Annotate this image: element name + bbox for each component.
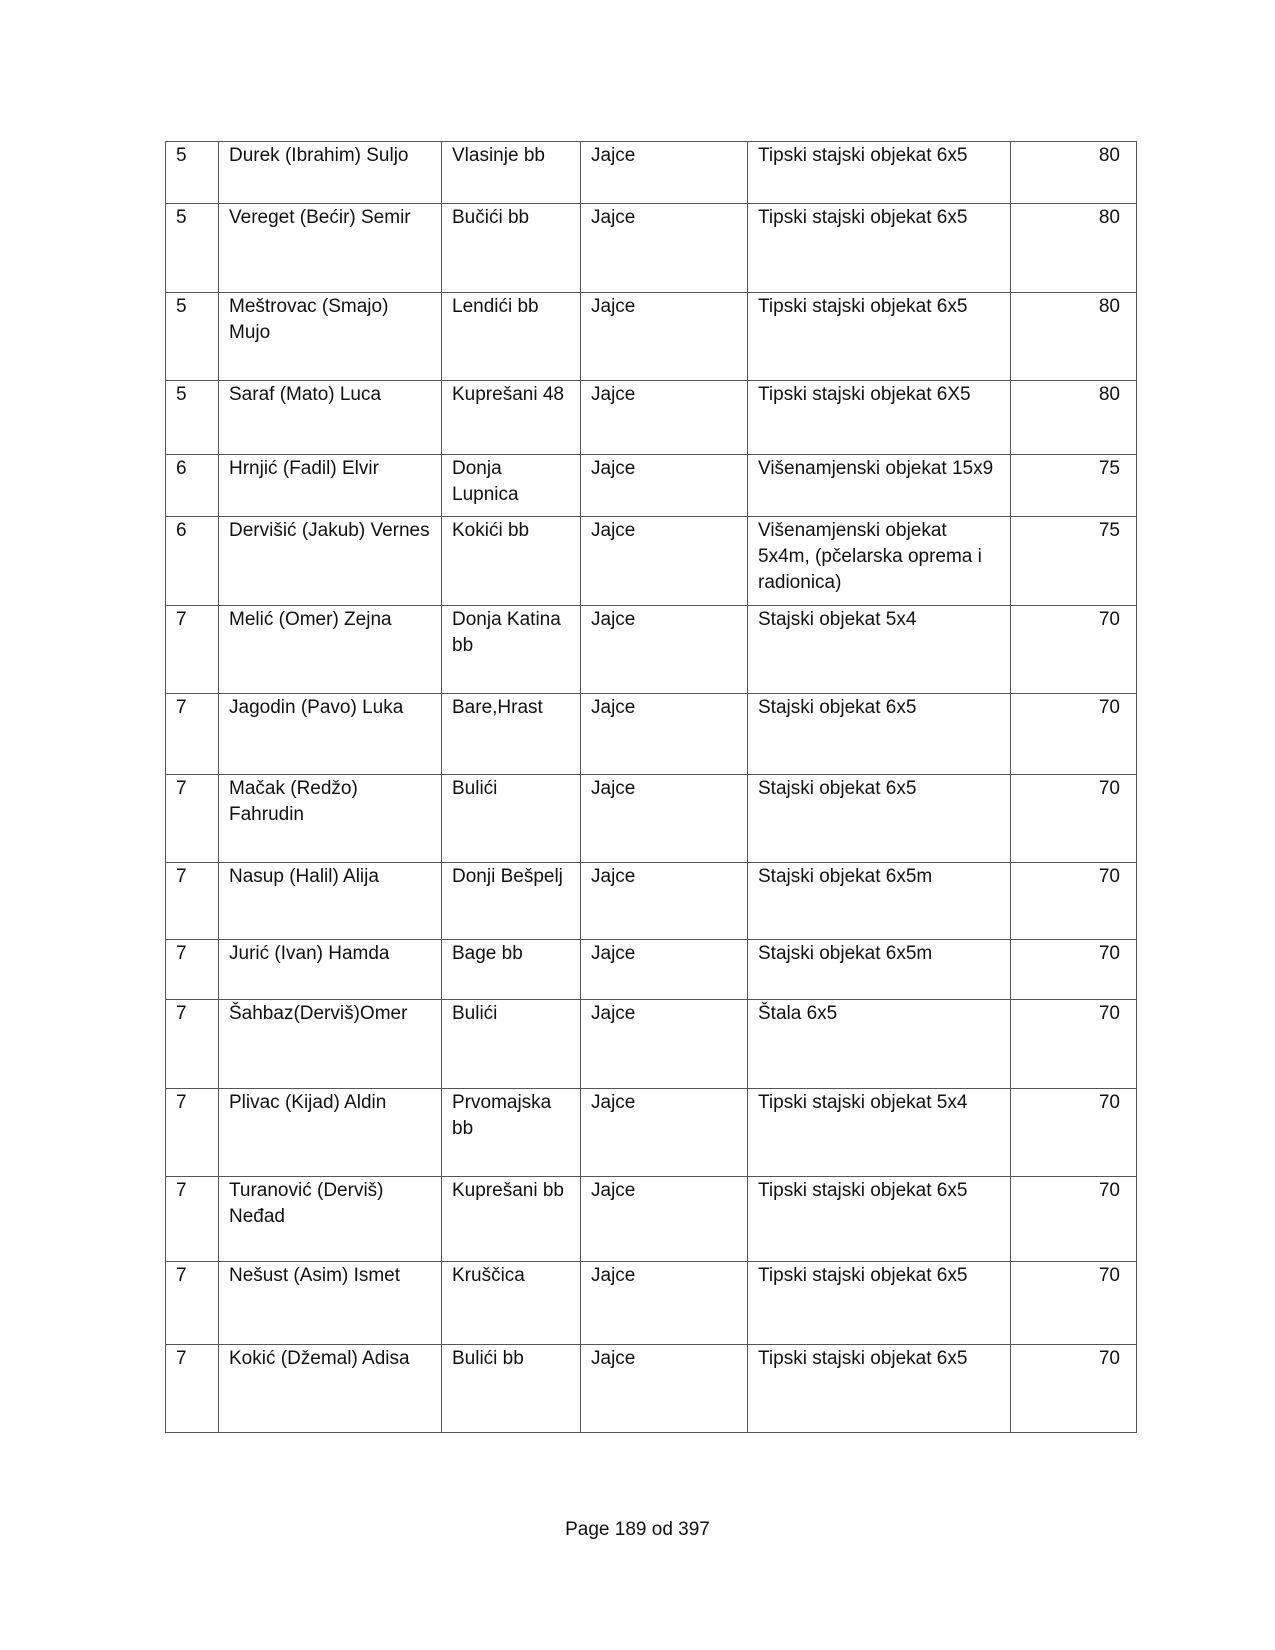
cell-name: Melić (Omer) Zejna bbox=[219, 606, 442, 694]
cell-address: Bage bb bbox=[442, 940, 581, 1000]
cell-object: Višenamjenski objekat 5x4m, (pčelarska oprema i radionica) bbox=[748, 517, 1011, 606]
cell-object: Štala 6x5 bbox=[748, 1000, 1011, 1089]
table-row bbox=[166, 1262, 1137, 1345]
cell-name: Hrnjić (Fadil) Elvir bbox=[219, 455, 442, 517]
cell-rank: 7 bbox=[166, 1177, 219, 1262]
cell-municipality: Jajce bbox=[581, 1000, 748, 1089]
table-row bbox=[166, 1177, 1137, 1262]
cell-points: 70 bbox=[1011, 940, 1137, 1000]
cell-rank: 6 bbox=[166, 455, 219, 517]
cell-address: Bare,Hrast bbox=[442, 694, 581, 775]
table-body bbox=[166, 142, 1137, 1433]
cell-address: Bučići bb bbox=[442, 204, 581, 293]
table-row bbox=[166, 142, 1137, 204]
cell-rank: 5 bbox=[166, 381, 219, 455]
cell-points: 70 bbox=[1011, 1177, 1137, 1262]
cell-points: 70 bbox=[1011, 863, 1137, 940]
cell-object: Tipski stajski objekat 6x5 bbox=[748, 1262, 1011, 1345]
cell-points: 70 bbox=[1011, 775, 1137, 863]
cell-rank: 7 bbox=[166, 694, 219, 775]
cell-municipality: Jajce bbox=[581, 204, 748, 293]
cell-municipality: Jajce bbox=[581, 517, 748, 606]
table-row bbox=[166, 293, 1137, 381]
cell-name: Kokić (Džemal) Adisa bbox=[219, 1345, 442, 1433]
cell-points: 80 bbox=[1011, 381, 1137, 455]
cell-municipality: Jajce bbox=[581, 1177, 748, 1262]
cell-name: Saraf (Mato) Luca bbox=[219, 381, 442, 455]
cell-municipality: Jajce bbox=[581, 455, 748, 517]
cell-points: 75 bbox=[1011, 455, 1137, 517]
cell-object: Tipski stajski objekat 6x5 bbox=[748, 1177, 1011, 1262]
cell-municipality: Jajce bbox=[581, 775, 748, 863]
cell-rank: 7 bbox=[166, 1345, 219, 1433]
cell-object: Tipski stajski objekat 6x5 bbox=[748, 1345, 1011, 1433]
cell-address: Kuprešani bb bbox=[442, 1177, 581, 1262]
cell-name: Nasup (Halil) Alija bbox=[219, 863, 442, 940]
cell-municipality: Jajce bbox=[581, 293, 748, 381]
table-row bbox=[166, 863, 1137, 940]
cell-municipality: Jajce bbox=[581, 1089, 748, 1177]
cell-name: Plivac (Kijad) Aldin bbox=[219, 1089, 442, 1177]
cell-municipality: Jajce bbox=[581, 1345, 748, 1433]
cell-points: 80 bbox=[1011, 142, 1137, 204]
cell-name: Jurić (Ivan) Hamda bbox=[219, 940, 442, 1000]
cell-rank: 5 bbox=[166, 293, 219, 381]
cell-name: Jagodin (Pavo) Luka bbox=[219, 694, 442, 775]
cell-address: Kruščica bbox=[442, 1262, 581, 1345]
cell-address: Kokići bb bbox=[442, 517, 581, 606]
cell-object: Tipski stajski objekat 6x5 bbox=[748, 293, 1011, 381]
cell-address: Lendići bb bbox=[442, 293, 581, 381]
cell-points: 75 bbox=[1011, 517, 1137, 606]
cell-municipality: Jajce bbox=[581, 381, 748, 455]
cell-rank: 5 bbox=[166, 142, 219, 204]
page-number: Page 189 od 397 bbox=[565, 1519, 710, 1540]
cell-municipality: Jajce bbox=[581, 142, 748, 204]
table-row bbox=[166, 455, 1137, 517]
cell-object: Stajski objekat 6x5m bbox=[748, 863, 1011, 940]
table-row bbox=[166, 775, 1137, 863]
cell-name: Durek (Ibrahim) Suljo bbox=[219, 142, 442, 204]
table-row bbox=[166, 1089, 1137, 1177]
table-row bbox=[166, 1000, 1137, 1089]
cell-address: Vlasinje bb bbox=[442, 142, 581, 204]
table-row bbox=[166, 381, 1137, 455]
cell-municipality: Jajce bbox=[581, 694, 748, 775]
cell-name: Turanović (Derviš) Neđad bbox=[219, 1177, 442, 1262]
cell-address: Donji Bešpelj bbox=[442, 863, 581, 940]
cell-points: 70 bbox=[1011, 606, 1137, 694]
cell-rank: 7 bbox=[166, 863, 219, 940]
cell-municipality: Jajce bbox=[581, 1262, 748, 1345]
cell-object: Stajski objekat 6x5 bbox=[748, 694, 1011, 775]
table-row bbox=[166, 694, 1137, 775]
cell-points: 70 bbox=[1011, 1262, 1137, 1345]
cell-points: 80 bbox=[1011, 293, 1137, 381]
cell-object: Tipski stajski objekat 5x4 bbox=[748, 1089, 1011, 1177]
cell-name: Nešust (Asim) Ismet bbox=[219, 1262, 442, 1345]
cell-name: Šahbaz(Derviš)Omer bbox=[219, 1000, 442, 1089]
table-row bbox=[166, 940, 1137, 1000]
table-row bbox=[166, 606, 1137, 694]
cell-rank: 7 bbox=[166, 775, 219, 863]
beneficiary-table bbox=[165, 141, 1137, 1433]
cell-object: Tipski stajski objekat 6x5 bbox=[748, 142, 1011, 204]
cell-rank: 7 bbox=[166, 1000, 219, 1089]
cell-rank: 5 bbox=[166, 204, 219, 293]
cell-name: Meštrovac (Smajo) Mujo bbox=[219, 293, 442, 381]
cell-points: 70 bbox=[1011, 1000, 1137, 1089]
cell-points: 70 bbox=[1011, 1089, 1137, 1177]
cell-address: Prvomajska bb bbox=[442, 1089, 581, 1177]
cell-object: Tipski stajski objekat 6x5 bbox=[748, 204, 1011, 293]
table-row bbox=[166, 204, 1137, 293]
table-row bbox=[166, 517, 1137, 606]
cell-rank: 7 bbox=[166, 606, 219, 694]
cell-municipality: Jajce bbox=[581, 606, 748, 694]
cell-address: Kuprešani 48 bbox=[442, 381, 581, 455]
cell-points: 70 bbox=[1011, 694, 1137, 775]
cell-address: Bulići bbox=[442, 775, 581, 863]
table-row bbox=[166, 1345, 1137, 1433]
cell-object: Višenamjenski objekat 15x9 bbox=[748, 455, 1011, 517]
cell-rank: 7 bbox=[166, 1089, 219, 1177]
cell-object: Stajski objekat 6x5m bbox=[748, 940, 1011, 1000]
cell-name: Mačak (Redžo) Fahrudin bbox=[219, 775, 442, 863]
cell-object: Stajski objekat 5x4 bbox=[748, 606, 1011, 694]
cell-rank: 7 bbox=[166, 1262, 219, 1345]
cell-name: Vereget (Bećir) Semir bbox=[219, 204, 442, 293]
cell-address: Bulići bb bbox=[442, 1345, 581, 1433]
cell-points: 80 bbox=[1011, 204, 1137, 293]
cell-address: Donja Lupnica bbox=[442, 455, 581, 517]
cell-rank: 7 bbox=[166, 940, 219, 1000]
cell-address: Donja Katina bb bbox=[442, 606, 581, 694]
cell-object: Stajski objekat 6x5 bbox=[748, 775, 1011, 863]
cell-name: Dervišić (Jakub) Vernes bbox=[219, 517, 442, 606]
cell-object: Tipski stajski objekat 6X5 bbox=[748, 381, 1011, 455]
cell-rank: 6 bbox=[166, 517, 219, 606]
cell-points: 70 bbox=[1011, 1345, 1137, 1433]
cell-municipality: Jajce bbox=[581, 863, 748, 940]
cell-address: Bulići bbox=[442, 1000, 581, 1089]
cell-municipality: Jajce bbox=[581, 940, 748, 1000]
